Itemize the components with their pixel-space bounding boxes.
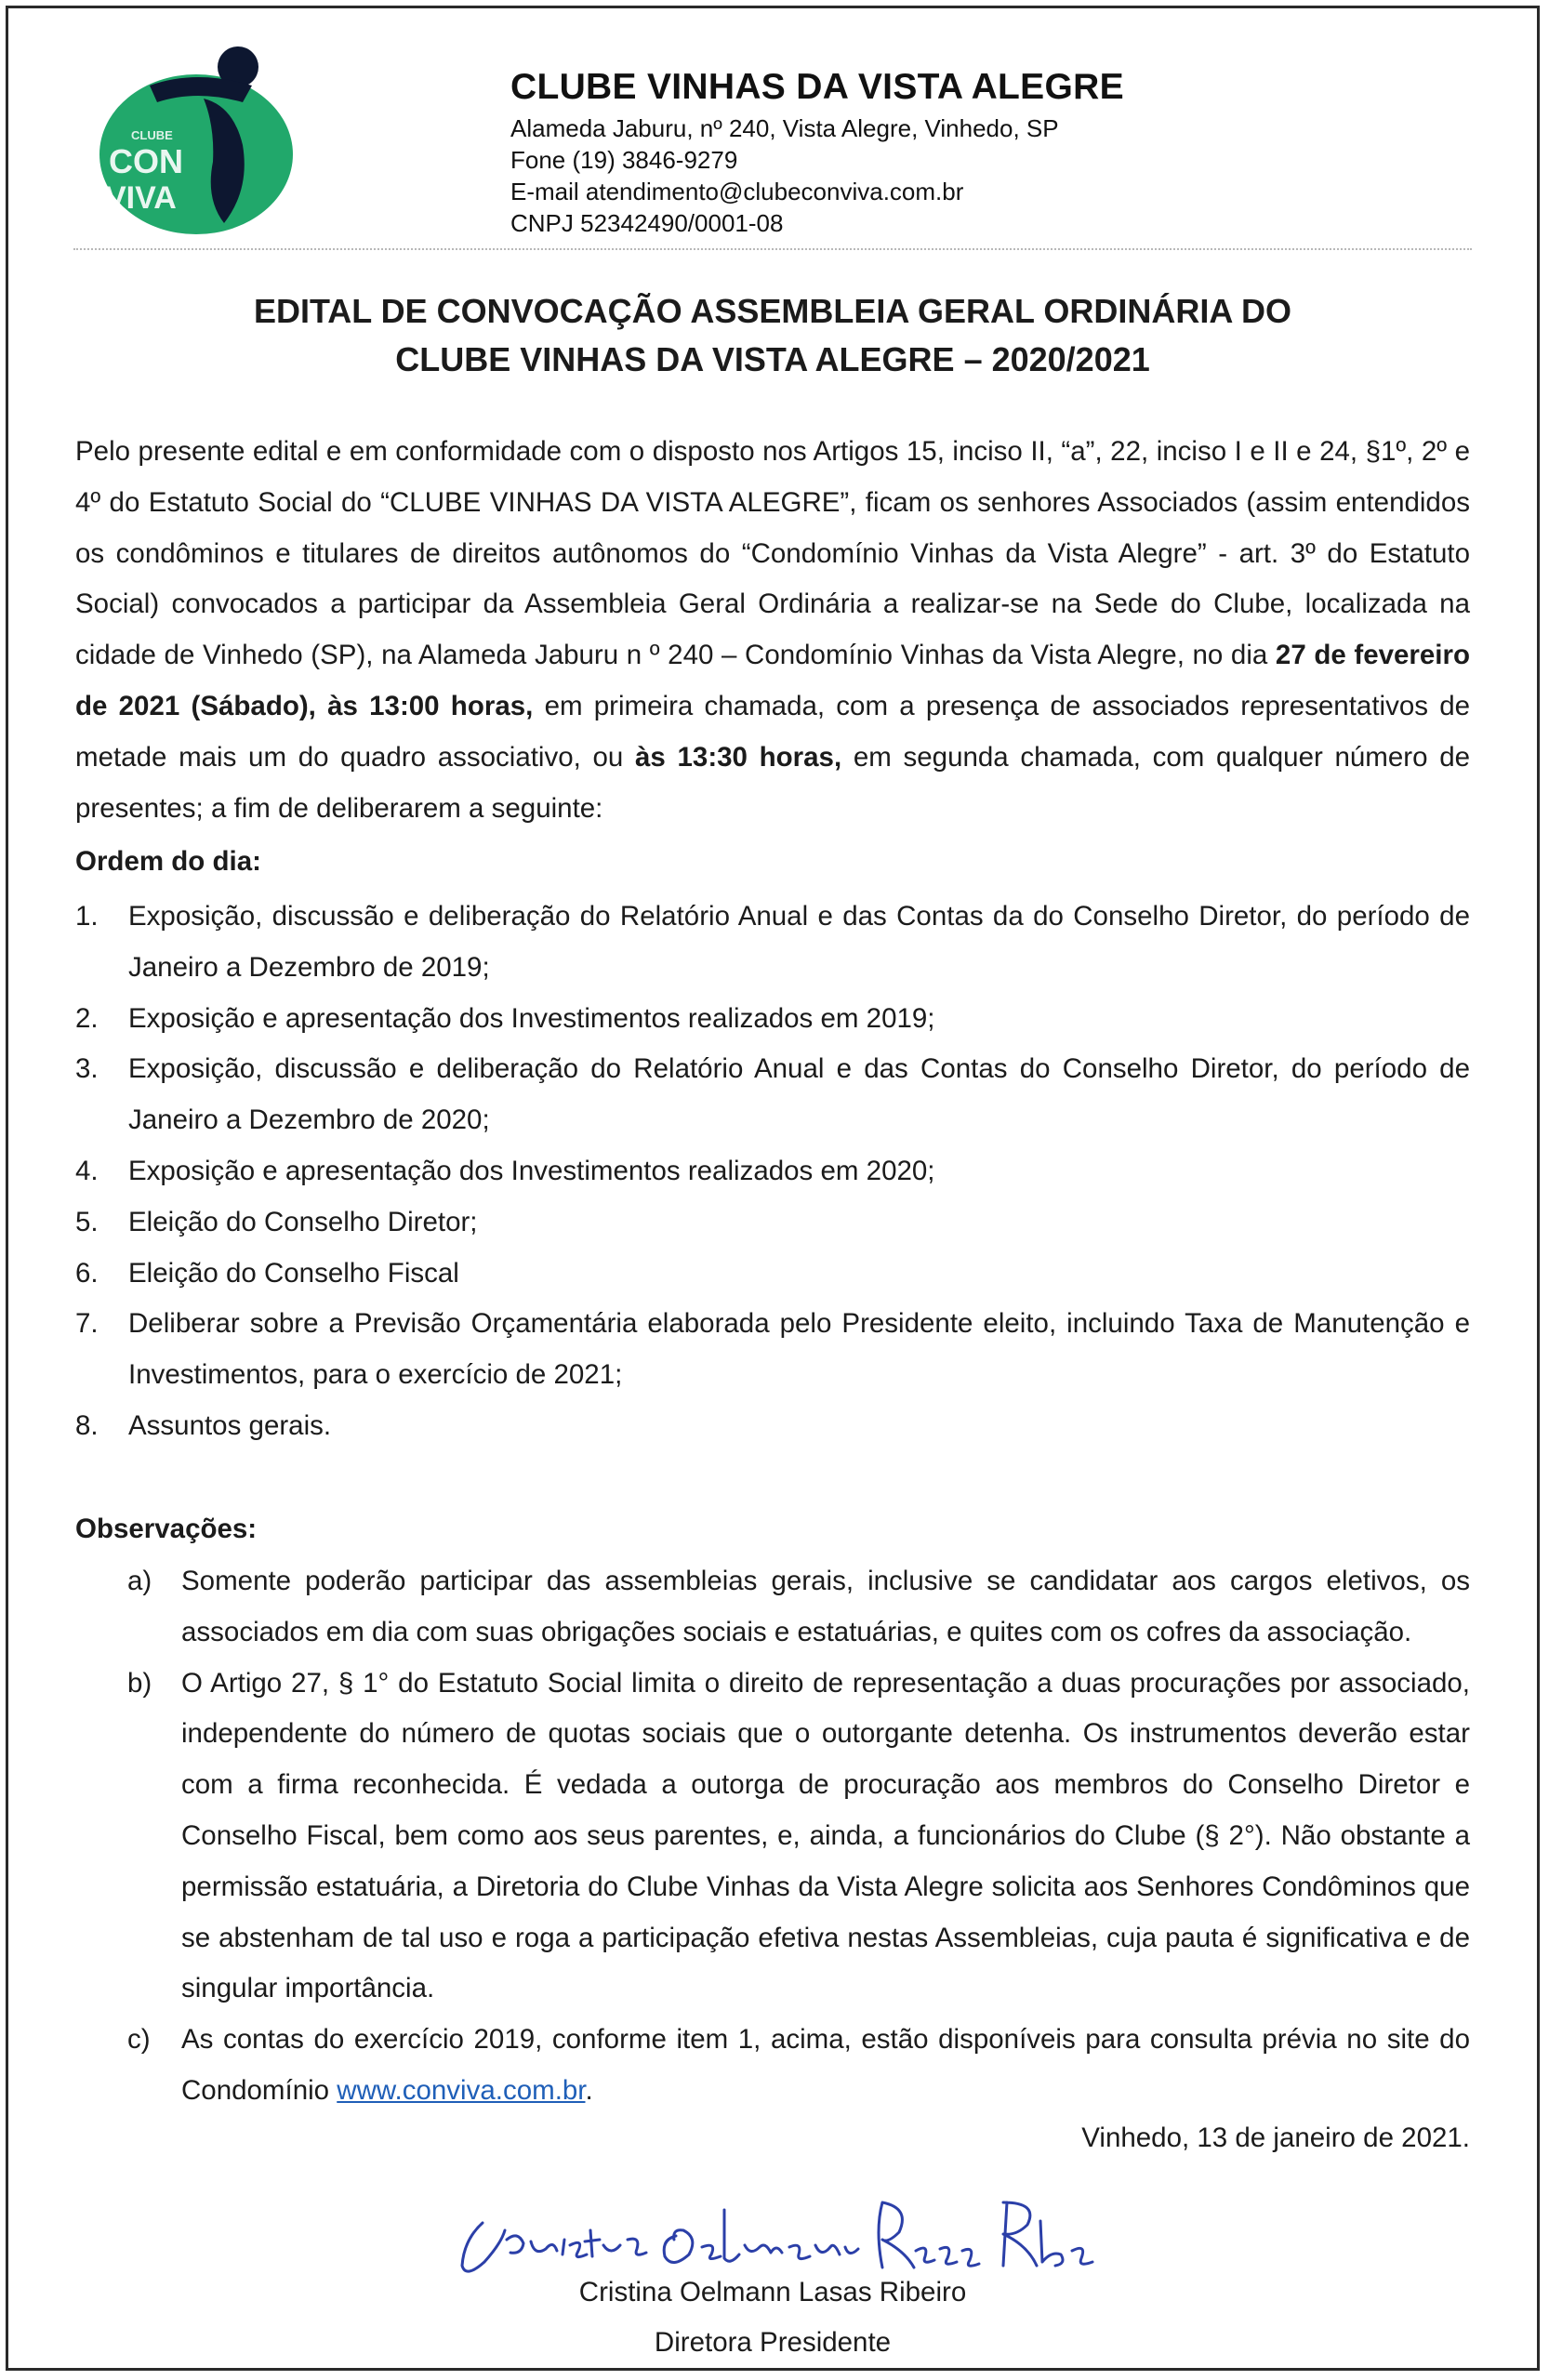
header-divider [73, 248, 1472, 250]
signer-role: Diretora Presidente [654, 2327, 892, 2358]
agenda-item: 1. Exposição, discussão e deliberação do Relatório Anual e das Contas da do Conselho Diretor, do período de Janeiro a Dezembro de 2019; [75, 901, 1470, 983]
agenda-item: 6. Eleição do Conselho Fiscal [75, 1257, 459, 1289]
agenda-item: 2. Exposição e apresentação dos Investimentos realizados em 2019; [75, 1002, 935, 1034]
intro-text-2: em primeira chamada, com a presença de associados representativos de metade mais um do quadro associativo, ou [75, 690, 1471, 773]
observation-item: c) As contas do exercício 2019, conforme item 1, acima, estão disponíveis para consulta prévia no site do Condomínio www.conviva.com.br. [127, 2024, 1470, 2106]
club-name: CLUBE VINHAS DA VISTA ALEGRE [510, 67, 1124, 107]
observations-list [75, 1556, 1470, 2117]
intro-text-3: em segunda chamada, com qualquer número de presentes; a fim de deliberarem a seguinte: [75, 741, 1471, 824]
agenda-item: 5. Eleição do Conselho Diretor; [75, 1206, 478, 1237]
observations-heading: Observações: [75, 1514, 258, 1544]
meeting-first-call: 27 de fevereiro de 2021 (Sábado), às 13:00 horas, [75, 640, 1470, 721]
meeting-second-call: às 13:30 horas, [635, 741, 842, 773]
title-line-2: CLUBE VINHAS DA VISTA ALEGRE – 2020/2021 [395, 340, 1150, 378]
club-info [510, 66, 1124, 239]
club-email: E-mail atendimento@clubeconviva.com.br [510, 178, 964, 205]
document-page [6, 6, 1540, 2371]
observation-item: a) Somente poderão participar das assembleias gerais, inclusive se candidatar aos cargos eletivos, os associados em dia com suas obrigações sociais e estatuárias, e quites com os cofres da associação. [127, 1566, 1470, 1647]
svg-text:CON: CON [109, 142, 183, 180]
title-line-1: EDITAL DE CONVOCAÇÃO ASSEMBLEIA GERAL ORDINÁRIA DO [253, 292, 1292, 330]
agenda-item: 7. Deliberar sobre a Previsão Orçamentária elaborada pelo Presidente eleito, incluindo Taxa de Manutenção e Investimentos, para o exercício de 2021; [75, 1308, 1470, 1391]
agenda-item: 4. Exposição e apresentação dos Investimentos realizados em 2020; [75, 1155, 935, 1186]
svg-text:VIVA: VIVA [105, 180, 177, 216]
document-title [8, 287, 1537, 384]
intro-text-1: Pelo presente edital e em conformidade com o disposto nos Artigos 15, inciso II, “a”, 22, inciso I e II e 24, §1º, 2º e 4º do Estatuto Social do “CLUBE VINHAS DA VISTA ALEGRE”, ficam os senhores Associados (assim entendidos os condôminos e titulares de direitos autônomos do “Condomínio Vinhas da Vista Alegre” - art. 3º do Estatuto Social) convocados a participar da Assembleia Geral Ordinária a realizar-se na Sede do Clube, localizada na cidade de Vinhedo (SP), na Alameda Jaburu n º 240 – Condomínio Vinhas da Vista Alegre, no dia [75, 436, 1470, 671]
club-logo [94, 41, 308, 236]
agenda-item: 8. Assuntos gerais. [75, 1409, 332, 1441]
intro-paragraph [75, 427, 1470, 834]
club-cnpj: CNPJ 52342490/0001-08 [510, 209, 784, 237]
conviva-website-link[interactable]: www.conviva.com.br [337, 2074, 586, 2106]
svg-text:CLUBE: CLUBE [131, 128, 173, 142]
observation-item: b) O Artigo 27, § 1° do Estatuto Social limita o direito de representação a duas procurações por associado, independente do número de quotas sociais que o outorgante detenha. Os instrumentos deverão estar com a firma reconhecida. É vedada a outorga de procuração aos membros do Conselho Diretor e Conselho Fiscal, bem como aos seus parentes, e, ainda, a funcionários do Clube (§ 2°). Não obstante a permissão estatuária, a Diretoria do Clube Vinhas da Vista Alegre solicita aos Senhores Condôminos que se abstenham de tal uso e roga a participação efetiva nestas Assembleias, cuja pauta é significativa e de singular importância. [127, 1667, 1470, 2004]
signer-name: Cristina Oelmann Lasas Ribeiro [578, 2277, 967, 2307]
agenda-heading: Ordem do dia: [75, 846, 261, 877]
place-date: Vinhedo, 13 de janeiro de 2021. [1081, 2122, 1470, 2153]
agenda-item: 3. Exposição, discussão e deliberação do Relatório Anual e das Contas do Conselho Diretor, do período de Janeiro a Dezembro de 2020; [75, 1053, 1470, 1136]
club-phone: Fone (19) 3846-9279 [510, 146, 738, 174]
club-address: Alameda Jaburu, nº 240, Vista Alegre, Vinhedo, SP [510, 114, 1059, 142]
agenda-list [75, 892, 1470, 1452]
